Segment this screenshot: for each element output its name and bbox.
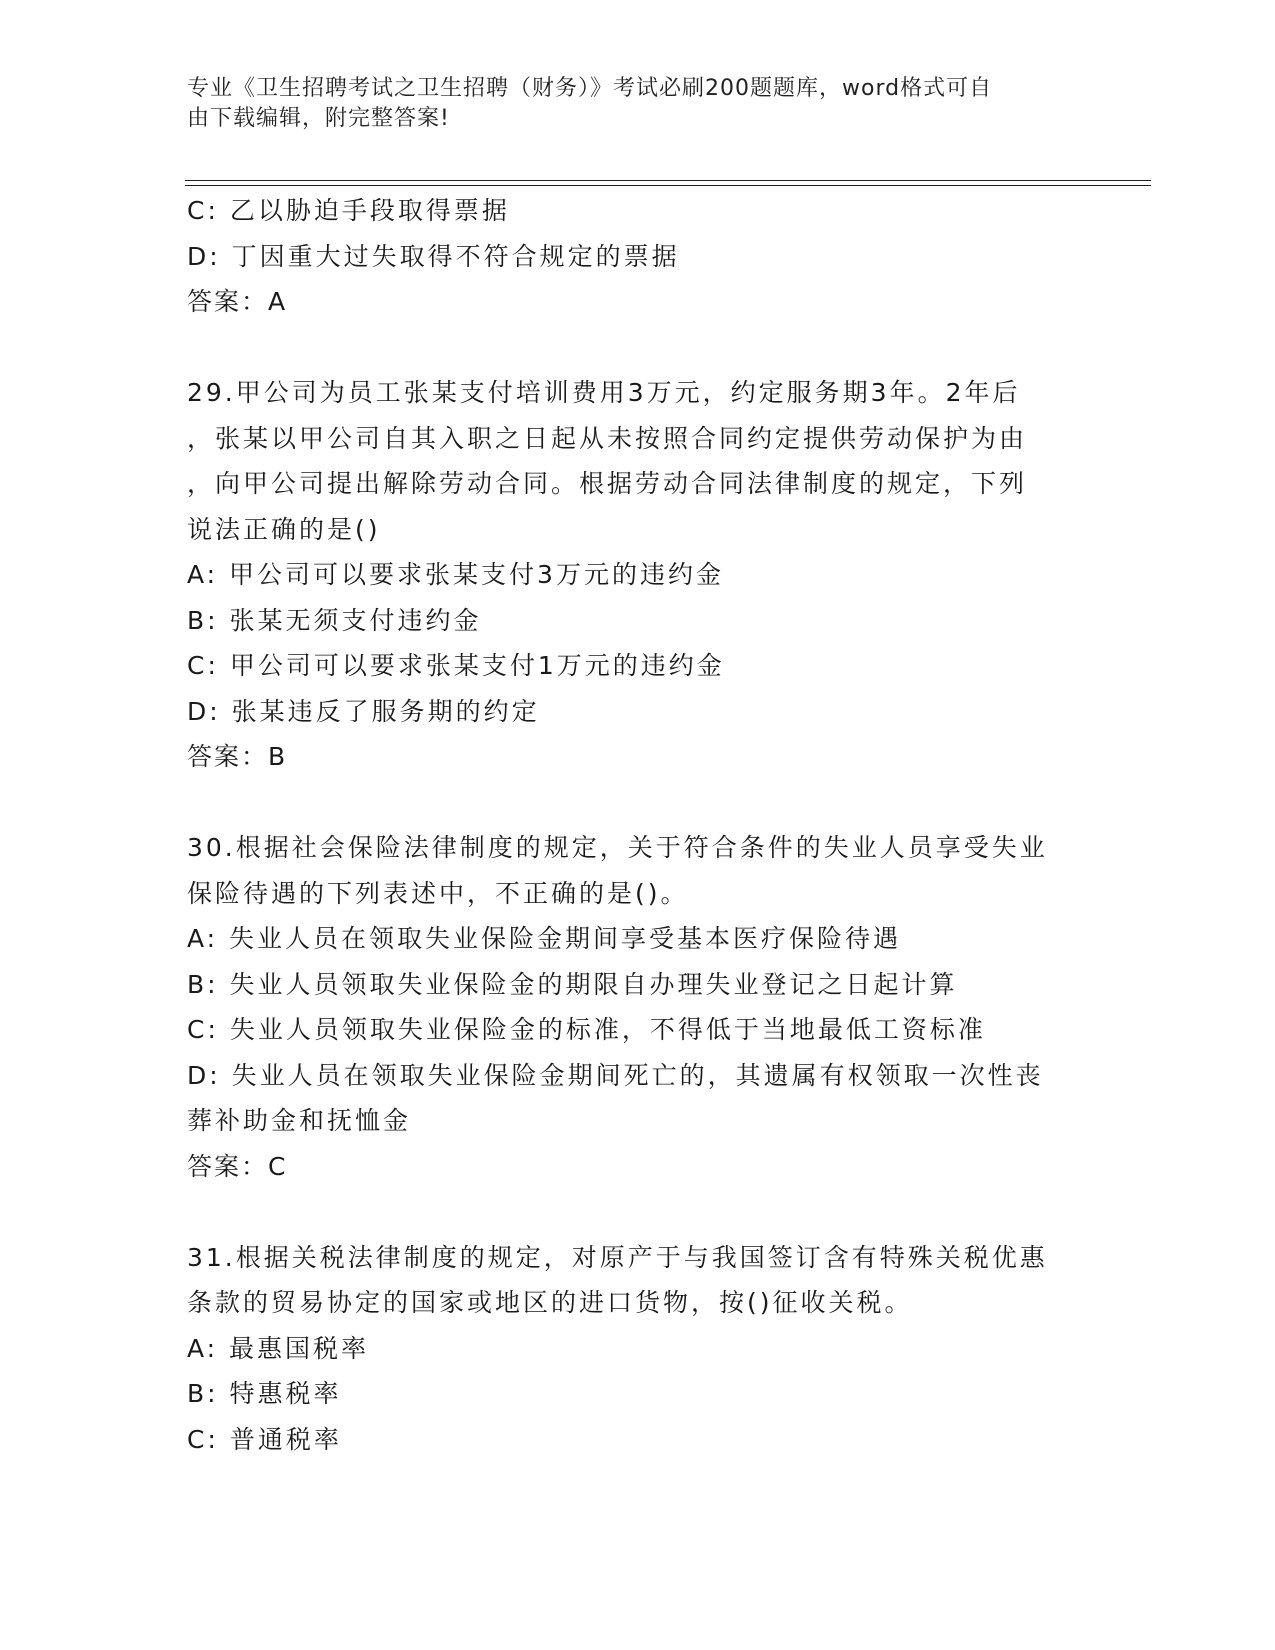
- question-29: [187, 370, 1087, 780]
- question-text-line: 条款的贸易协定的国家或地区的进口货物，按()征收关税。: [187, 1288, 913, 1317]
- header-line-1: 专业《卫生招聘考试之卫生招聘（财务）》考试必刷200题题库，word格式可自: [187, 76, 993, 101]
- document-body: [187, 188, 1087, 1462]
- option-d: D: 张某违反了服务期的约定: [187, 696, 540, 726]
- question-31: [187, 1235, 1087, 1463]
- option-c: C: 失业人员领取失业保险金的标准，不得低于当地最低工资标准: [187, 1015, 986, 1044]
- question-30: [187, 825, 1087, 1189]
- document-header: [187, 74, 1087, 134]
- blank-line: [187, 780, 1087, 826]
- option-d: D: 丁因重大过失取得不符合规定的票据: [187, 241, 680, 271]
- question-text-line: ，张某以甲公司自其入职之日起从未按照合同约定提供劳动保护为由: [187, 423, 1028, 453]
- blank-line: [187, 325, 1087, 371]
- question-text-line: 说法正确的是(): [187, 514, 381, 544]
- header-line-2: 由下载编辑，附完整答案!: [187, 106, 450, 131]
- option-a: A: 甲公司可以要求张某支付3万元的违约金: [187, 560, 724, 589]
- answer-line: 答案：A: [187, 287, 288, 316]
- option-b: B: 特惠税率: [187, 1379, 342, 1408]
- option-d: D: 失业人员在领取失业保险金期间死亡的，其遗属有权领取一次性丧: [187, 1060, 1044, 1090]
- question-text-line: 29.甲公司为员工张某支付培训费用3万元，约定服务期3年。2年后: [187, 378, 1021, 407]
- option-b: B: 失业人员领取失业保险金的期限自办理失业登记之日起计算: [187, 969, 958, 999]
- option-c: C: 甲公司可以要求张某支付1万元的违约金: [187, 651, 725, 680]
- option-a: A: 最惠国税率: [187, 1333, 370, 1363]
- option-c: C: 乙以胁迫手段取得票据: [187, 196, 510, 225]
- option-b: B: 张某无须支付违约金: [187, 605, 482, 635]
- header-rule-top: [185, 180, 1151, 181]
- question-text-line: ，向甲公司提出解除劳动合同。根据劳动合同法律制度的规定，下列: [187, 469, 1028, 498]
- option-c: C: 普通税率: [187, 1424, 342, 1454]
- prev-question-block: [187, 188, 1087, 325]
- question-text-line: 保险待遇的下列表述中，不正确的是()。: [187, 878, 689, 908]
- header-rule-bottom: [185, 185, 1151, 186]
- option-a: A: 失业人员在领取失业保险金期间享受基本医疗保险待遇: [187, 924, 902, 953]
- question-text-line: 31.根据关税法律制度的规定，对原产于与我国签订含有特殊关税优惠: [187, 1242, 1048, 1272]
- blank-line: [187, 1189, 1087, 1235]
- option-d-continued: 葬补助金和抚恤金: [187, 1106, 412, 1135]
- answer-line: 答案：C: [187, 1151, 288, 1181]
- answer-line: 答案：B: [187, 742, 288, 771]
- question-text-line: 30.根据社会保险法律制度的规定，关于符合条件的失业人员享受失业: [187, 833, 1048, 862]
